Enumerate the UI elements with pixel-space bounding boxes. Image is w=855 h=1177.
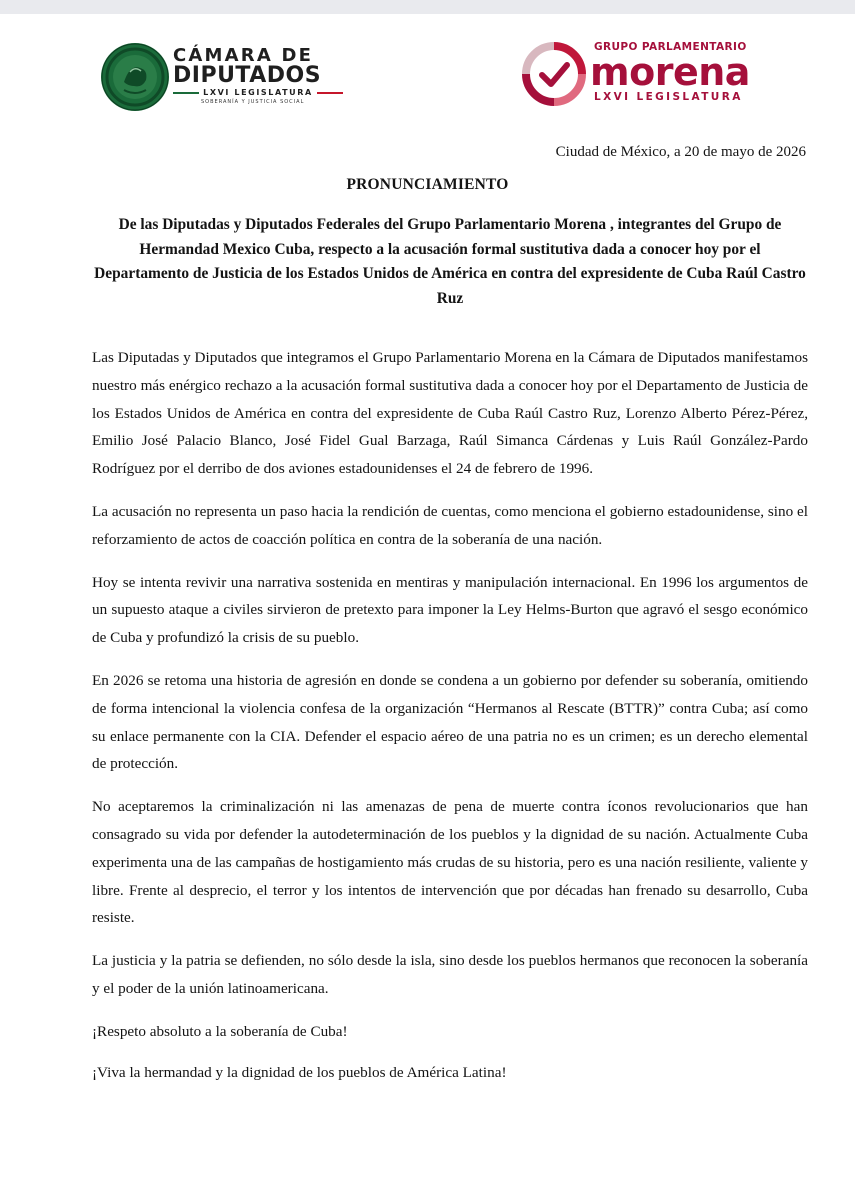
checkmark-ring-icon	[522, 42, 586, 106]
document-subtitle: De las Diputadas y Diputados Federales del Grupo Parlamentario Morena , integrantes del Grupo de Hermandad Mexico Cuba, respecto a la acusación formal sustitutiva dada a conocer hoy por el Departamento de Justicia de los Estados Unidos de América en contra del expresidente de Cuba Raúl Castro Ruz	[94, 216, 806, 307]
morena-logo	[522, 40, 762, 110]
closing-line-1: ¡Respeto absoluto a la soberanía de Cuba!	[92, 1022, 348, 1040]
camara-logo-line3: LXVI LEGISLATURA	[203, 88, 313, 97]
morena-logo-line1: GRUPO PARLAMENTARIO	[594, 41, 747, 53]
morena-logo-wordmark: morena	[590, 50, 750, 94]
closing-line-2: ¡Viva la hermandad y la dignidad de los pueblos de América Latina!	[92, 1063, 507, 1081]
mexican-coat-of-arms-seal-icon	[100, 42, 170, 112]
morena-logo-line3: LXVI LEGISLATURA	[594, 91, 743, 103]
document-date: Ciudad de México, a 20 de mayo de 2026	[555, 144, 806, 160]
body-paragraph-1: Las Diputadas y Diputados que integramos el Grupo Parlamentario Morena en la Cámara de Diputados manifestamos nuestro más enérgico rechazo a la acusación formal sustitutiva dada a conocer hoy por el Departamento de Justicia de los Estados Unidos de América en contra del expresidente de Cuba Raúl Castro Ruz, Lorenzo Alberto Pérez-Pérez, Emilio José Palacio Blanco, José Fidel Gual Barzaga, Raúl Simanca Cárdenas y Luis Raúl González-Pardo Rodríguez por el derribo de dos aviones estadounidenses el 24 de febrero de 1996.	[92, 349, 808, 478]
camara-logo-line2: DIPUTADOS	[173, 63, 322, 88]
body-paragraph-5: No aceptaremos la criminalización ni las amenazas de pena de muerte contra íconos revolucionarios que han consagrado su vida por defender la autodeterminación de los pueblos y la dignidad de su nación. Actualmente Cuba experimenta una de las campañas de hostigamiento más crudas de su historia, pero es una nación resiliente, valiente y libre. Frente al desprecio, el terror y los intentos de intervención que por décadas han frenado su desarrollo, Cuba resiste.	[92, 798, 808, 927]
camara-logo-line4: SOBERANÍA Y JUSTICIA SOCIAL	[201, 99, 305, 105]
document-title: PRONUNCIAMIENTO	[346, 176, 509, 193]
document-body	[92, 344, 808, 1099]
body-paragraph-3: Hoy se intenta revivir una narrativa sostenida en mentiras y manipulación internacional. En 1996 los argumentos de un supuesto ataque a civiles sirvieron de pretexto para imponer la Ley Helms-Burton que agravó el sesgo económico de Cuba y profundizó la crisis de su pueblo.	[92, 573, 808, 647]
body-paragraph-4: En 2026 se retoma una historia de agresión en donde se condena a un gobierno por defender su soberanía, omitiendo de forma intencional la violencia confesa de la organización “Hermanos al Rescate (BTTR)” contra Cuba; así como su enlace permanente con la CIA. Defender el espacio aéreo de una patria no es un crimen; es un derecho elemental de protección.	[92, 671, 808, 773]
camara-logo-rule	[173, 88, 343, 97]
body-paragraph-6: La justicia y la patria se defienden, no sólo desde la isla, sino desde los pueblos hermanos que reconocen la soberanía y el poder de la unión latinoamericana.	[92, 952, 808, 997]
camara-logo-line1: CÁMARA DE	[173, 45, 314, 66]
top-bar	[0, 0, 855, 14]
body-paragraph-2: La acusación no representa un paso hacia la rendición de cuentas, como menciona el gobierno estadounidense, sino el reforzamiento de actos de coacción política en contra de la soberanía de una nación.	[92, 502, 808, 548]
camara-de-diputados-logo	[100, 42, 340, 116]
